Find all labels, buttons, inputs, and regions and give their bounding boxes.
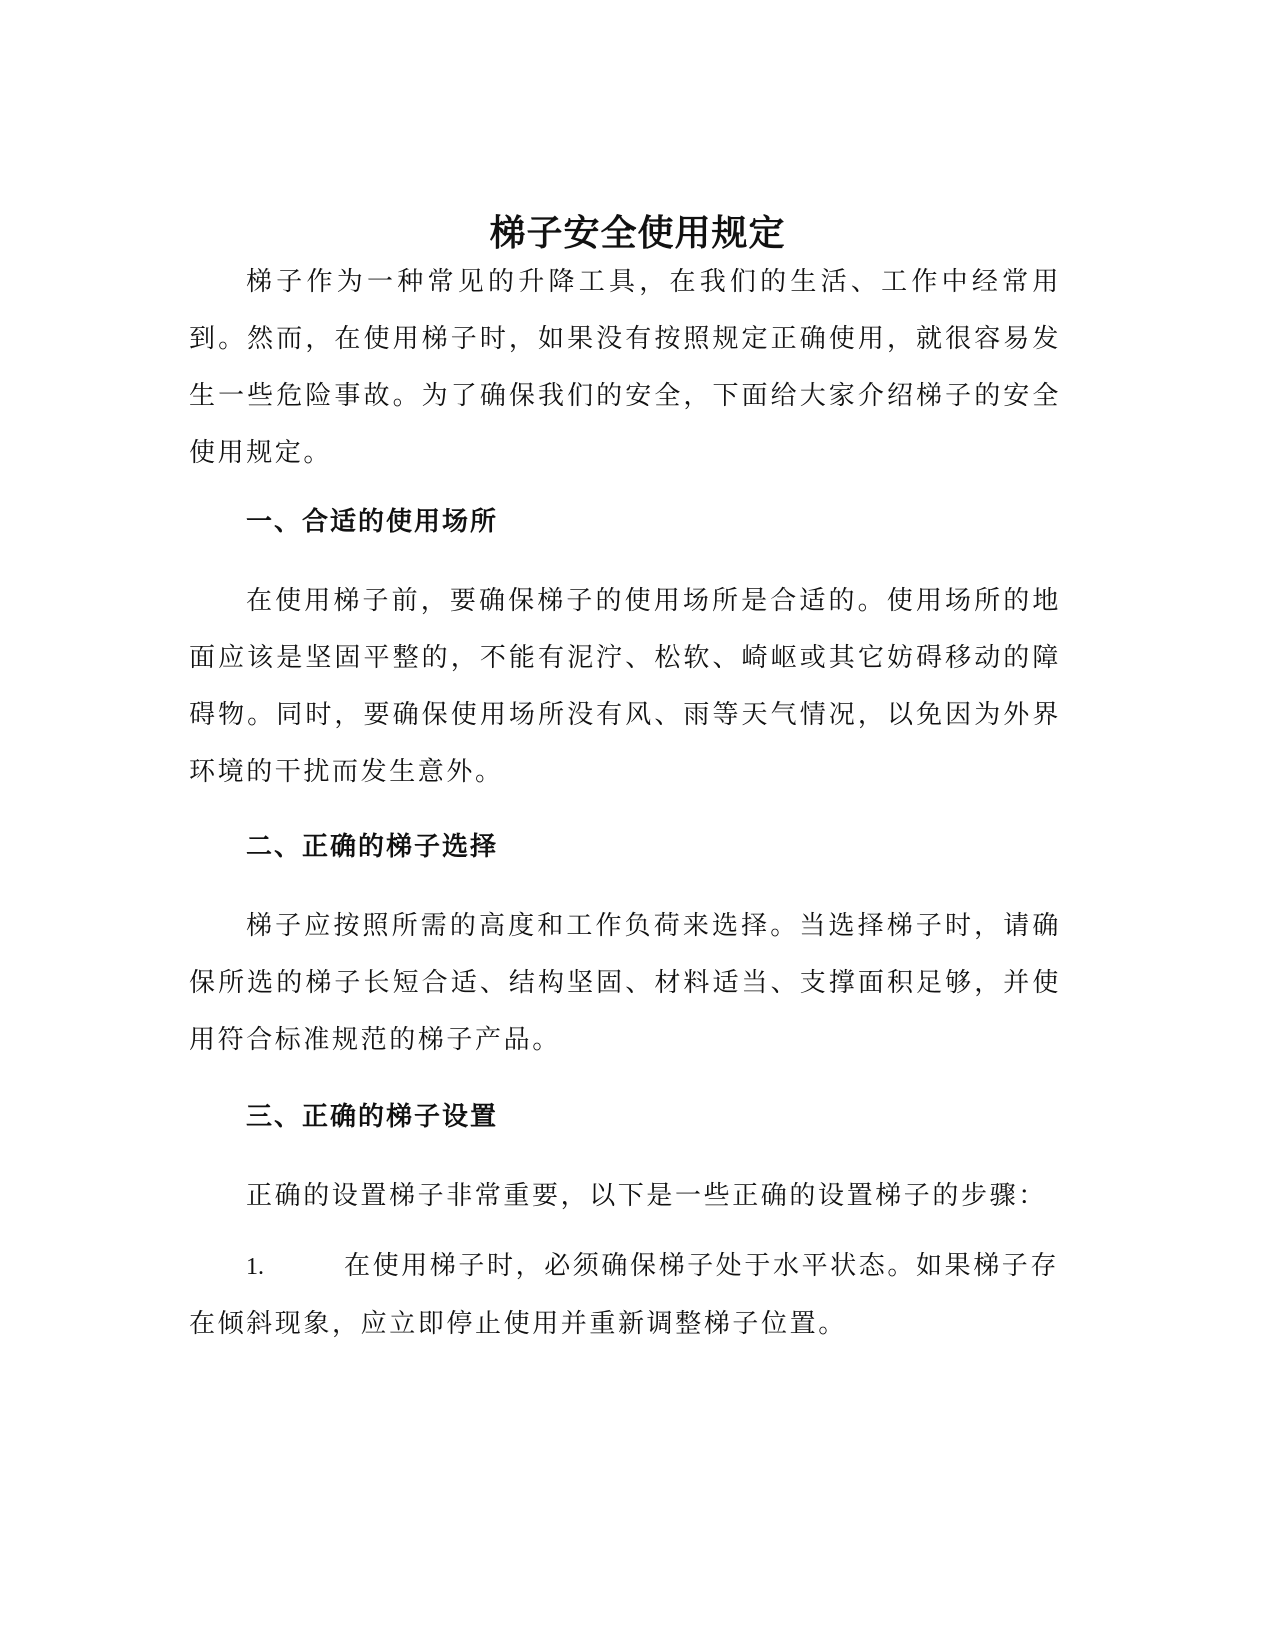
section-body-3: 正确的设置梯子非常重要，以下是一些正确的设置梯子的步骤： [246,1181,1047,1211]
document-title: 梯子安全使用规定 [489,213,786,254]
list-item-text: 在使用梯子时，必须确保梯子处于水平状态。如果梯子存在倾斜现象，应立即停止使用并重新调整梯子位置。 [189,1251,1060,1339]
section-body-2: 梯子应按照所需的高度和工作负荷来选择。当选择梯子时，请确保所选的梯子长短合适、结构坚固、材料适当、支撑面积足够，并使用符合标准规范的梯子产品。 [189,911,1061,1055]
section-heading-3: 三、正确的梯子设置 [246,1102,499,1132]
section-body-1: 在使用梯子前，要确保梯子的使用场所是合适的。使用场所的地面应该是坚固平整的，不能有泥泞、松软、崎岖或其它妨碍移动的障碍物。同时，要确保使用场所没有风、雨等天气情况，以免因为外界环境的干扰而发生意外。 [189,586,1061,787]
list-item [189,1238,1061,1353]
section-heading-1: 一、合适的使用场所 [246,507,499,537]
list-item-number: 1. [246,1254,264,1280]
intro-paragraph: 梯子作为一种常见的升降工具，在我们的生活、工作中经常用到。然而，在使用梯子时，如果没有按照规定正确使用，就很容易发生一些危险事故。为了确保我们的安全，下面给大家介绍梯子的安全使用规定。 [189,267,1061,468]
section-heading-2: 二、正确的梯子选择 [246,832,499,862]
